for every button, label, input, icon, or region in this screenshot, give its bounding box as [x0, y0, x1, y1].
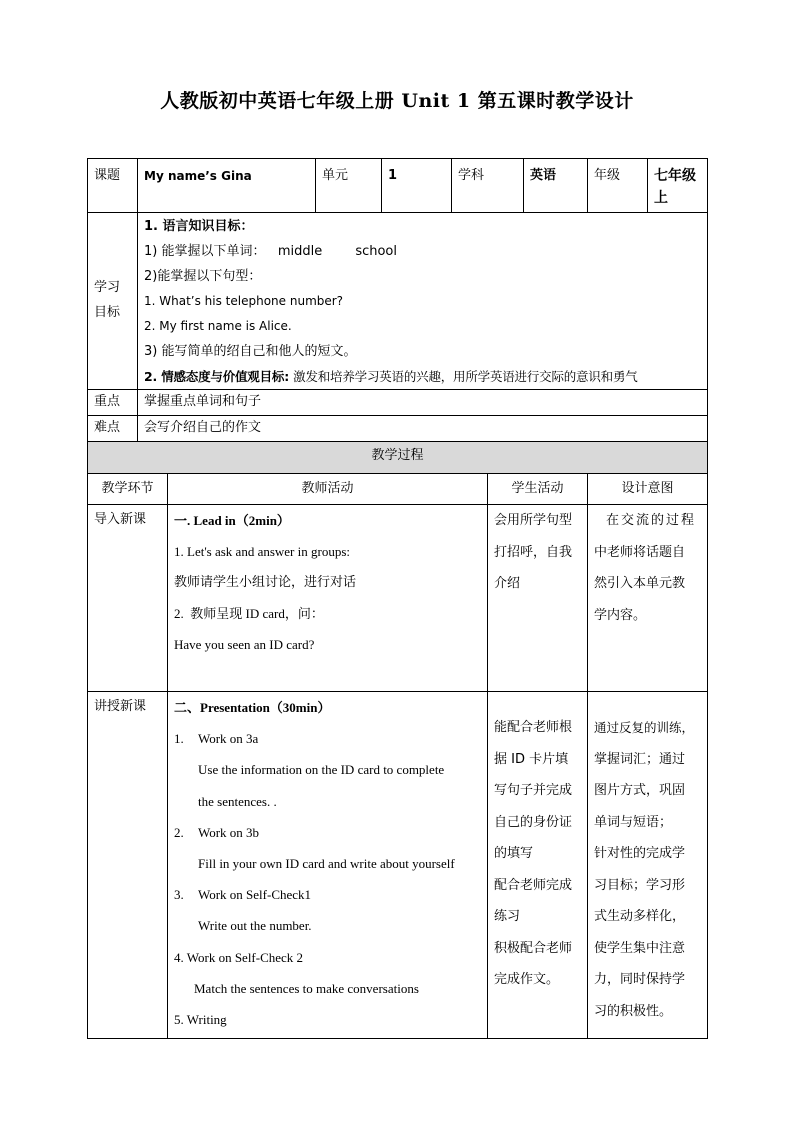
student-line: 积极配合老师 — [494, 940, 573, 956]
process-header — [88, 442, 708, 474]
design-line: 力，同时保持学 — [594, 972, 686, 987]
teacher-item: Work on 3b — [198, 824, 260, 840]
teacher-line: Use the information on the ID card to complete — [198, 762, 445, 778]
goals-label-text: 学习目标 — [94, 279, 121, 320]
difficulties-label — [88, 416, 138, 442]
student-line: 配合老师完成 — [494, 877, 573, 893]
difficulties-label-text: 难点 — [94, 420, 121, 435]
student-line: 打招呼，自我 — [494, 544, 573, 560]
col-student-header-text: 学生活动 — [511, 481, 564, 496]
grade-value — [648, 159, 708, 213]
col-design-header-text: 设计意图 — [621, 481, 674, 496]
design-intent-lead-in — [588, 505, 708, 692]
subject-value — [524, 159, 588, 213]
design-line: 中老师将话题自 — [594, 544, 686, 560]
student-line: 练习 — [494, 909, 521, 924]
student-line: 写句子并完成 — [494, 783, 573, 798]
teacher-line: Have you seen an ID card? — [174, 637, 315, 652]
teacher-line: 5. Writing — [174, 1011, 227, 1027]
topic-label-text: 课题 — [94, 168, 121, 183]
unit-label — [316, 159, 382, 213]
teacher-line — [174, 817, 481, 848]
goals-label — [88, 213, 138, 390]
goal-line: 1) 能掌握以下单词： middle school — [144, 244, 397, 259]
student-line: 会用所学句型 — [494, 513, 573, 528]
goals-content — [138, 213, 708, 390]
subject-label-text: 学科 — [458, 168, 485, 183]
student-activity-lead-in — [488, 505, 588, 692]
teacher-activity-presentation — [168, 692, 488, 1039]
teacher-line: 2. 教师呈现 ID card，问： — [174, 606, 324, 621]
unit-label-text: 单元 — [322, 168, 349, 183]
stage-presentation — [88, 692, 168, 1039]
item-number: 3. — [174, 887, 184, 903]
col-student-header — [488, 474, 588, 505]
student-line: 据 ID 卡片填 — [494, 751, 569, 767]
item-number: 2. — [174, 824, 184, 840]
design-line: 掌握词汇；通过 — [594, 751, 686, 767]
teacher-line: 一. Lead in（2min） — [174, 513, 290, 528]
design-line: 学内容。 — [594, 607, 647, 623]
teacher-line: Fill in your own ID card and write about yourself — [198, 855, 455, 871]
grade-value-text: 七年级上 — [654, 168, 697, 206]
design-line: 式生动多样化， — [594, 909, 686, 924]
topic-value-text: My name’s Gina — [144, 169, 252, 183]
col-stage-header-text: 教学环节 — [101, 481, 154, 496]
teacher-line: Match the sentences to make conversations — [194, 980, 419, 996]
teacher-line: 1. Let's ask and answer in groups: — [174, 544, 351, 559]
lesson-plan-table — [87, 158, 707, 1039]
document-title: 人教版初中英语七年级上册 Unit 1 第五课时教学设计 — [160, 90, 634, 112]
col-teacher-header — [168, 474, 488, 505]
teacher-item: Work on Self-Check1 — [198, 887, 312, 903]
teacher-activity-lead-in — [168, 505, 488, 692]
teacher-line: the sentences. . — [198, 793, 277, 809]
subject-label — [452, 159, 524, 213]
stage-lead-in — [88, 505, 168, 692]
col-stage-header — [88, 474, 168, 505]
col-teacher-header-text: 教师活动 — [301, 481, 354, 496]
goal-line: 3) 能写简单的绍自己和他人的短文。 — [144, 344, 357, 359]
goal-line: 2. My first name is Alice. — [144, 319, 292, 333]
student-line: 自己的身份证 — [494, 814, 573, 830]
design-line: 针对性的完成学 — [594, 846, 686, 861]
design-line: 通过反复的训练， — [594, 720, 695, 735]
design-line: 在交流的过程 — [606, 513, 697, 528]
design-line: 习目标；学习形 — [594, 877, 686, 893]
design-intent-presentation — [588, 692, 708, 1039]
difficulties-value-text: 会写介绍自己的作文 — [144, 420, 262, 435]
design-line: 使学生集中注意 — [594, 940, 686, 956]
subject-value-text: 英语 — [530, 168, 557, 183]
goal-line: 1. 语言知识目标： — [144, 219, 254, 234]
col-design-header — [588, 474, 708, 505]
key-points-value — [138, 390, 708, 416]
unit-value — [382, 159, 452, 213]
student-line: 的填写 — [494, 846, 534, 861]
goal-line — [144, 364, 701, 389]
grade-label — [588, 159, 648, 213]
unit-value-text: 1 — [388, 168, 398, 183]
teacher-line: Write out the number. — [198, 918, 312, 934]
topic-label — [88, 159, 138, 213]
stage-lead-in-text: 导入新课 — [94, 512, 147, 527]
student-line: 介绍 — [494, 576, 521, 591]
teacher-line: 4. Work on Self-Check 2 — [174, 949, 304, 965]
teacher-line: 二、Presentation（30min） — [174, 700, 331, 715]
key-points-value-text: 掌握重点单词和句子 — [144, 394, 262, 409]
student-line: 完成作文。 — [494, 972, 560, 987]
key-points-label-text: 重点 — [94, 394, 121, 409]
design-line: 单词与短语； — [594, 814, 673, 830]
student-line: 能配合老师根 — [494, 720, 573, 735]
topic-value — [138, 159, 316, 213]
student-activity-presentation — [488, 692, 588, 1039]
difficulties-value — [138, 416, 708, 442]
stage-presentation-text: 讲授新课 — [94, 699, 147, 714]
process-header-text: 教学过程 — [371, 448, 424, 463]
item-number: 1. — [174, 731, 184, 747]
teacher-item: Work on 3a — [198, 731, 259, 747]
goal-emotion-body: 激发和培养学习英语的兴趣，用所学英语进行交际的意识和勇气 — [293, 369, 638, 384]
design-line: 然引入本单元教 — [594, 576, 686, 591]
teacher-line — [174, 723, 481, 754]
goal-emotion-head: 2. 情感态度与价值观目标: — [144, 369, 294, 384]
goal-line: 1. What’s his telephone number? — [144, 294, 344, 308]
design-line: 图片方式，巩固 — [594, 783, 686, 798]
teacher-line: 教师请学生小组讨论，进行对话 — [174, 575, 357, 590]
key-points-label — [88, 390, 138, 416]
teacher-line — [174, 879, 481, 910]
design-line: 习的积极性。 — [594, 1003, 673, 1019]
grade-label-text: 年级 — [594, 168, 621, 183]
goal-line: 2)能掌握以下句型： — [144, 269, 262, 284]
